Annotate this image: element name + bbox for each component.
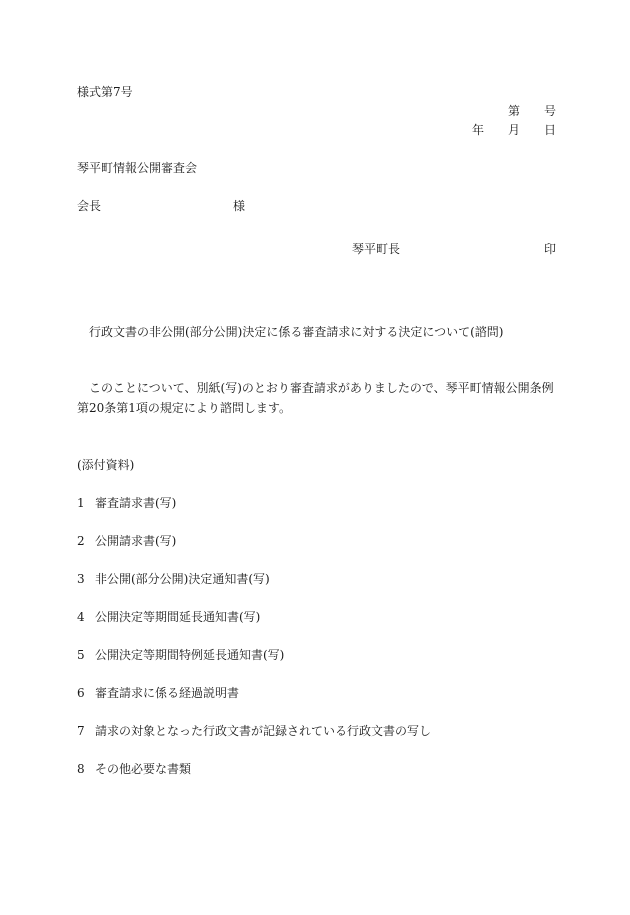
attachments-heading: (添付資料) <box>77 458 135 472</box>
addressee-organization: 琴平町情報公開審査会 <box>77 161 198 175</box>
list-item-text: 請求の対象となった行政文書が記録されている行政文書の写し <box>95 724 432 738</box>
addressee-title: 会長 <box>77 199 102 213</box>
list-item <box>77 648 284 664</box>
list-item <box>77 496 176 512</box>
list-item-text: その他必要な書類 <box>95 762 192 776</box>
list-item-text: 公開決定等期間延長通知書(写) <box>95 610 261 624</box>
list-item-text: 公開請求書(写) <box>95 534 177 548</box>
date-month: 月 <box>508 123 521 137</box>
list-item-text: 非公開(部分公開)決定通知書(写) <box>95 572 270 586</box>
list-item <box>77 724 431 740</box>
list-item-number: 1 <box>77 496 85 510</box>
list-item-number: 4 <box>77 610 85 624</box>
list-item-number: 7 <box>77 724 85 738</box>
list-item-number: 6 <box>77 686 85 700</box>
document-number-prefix: 第 <box>508 104 521 118</box>
list-item <box>77 610 260 626</box>
list-item <box>77 686 239 702</box>
list-item-text: 公開決定等期間特例延長通知書(写) <box>95 648 285 662</box>
list-item-number: 8 <box>77 762 85 776</box>
body-line-2: 第20条第1項の規定により諮問します。 <box>77 401 291 415</box>
list-item-number: 2 <box>77 534 85 548</box>
date-year: 年 <box>472 123 485 137</box>
list-item-text: 審査請求に係る経過説明書 <box>95 686 240 700</box>
list-item-number: 5 <box>77 648 85 662</box>
list-item <box>77 762 191 778</box>
seal-mark: 印 <box>544 242 557 256</box>
date-day: 日 <box>544 123 557 137</box>
body-line-1: このことについて、別紙(写)のとおり審査請求がありましたので、琴平町情報公開条例 <box>89 381 554 395</box>
form-number: 様式第7号 <box>77 85 133 99</box>
sender-name: 琴平町長 <box>352 242 401 256</box>
list-item-number: 3 <box>77 572 85 586</box>
document-number-suffix: 号 <box>544 104 557 118</box>
document-subject: 行政文書の非公開(部分公開)決定に係る審査請求に対する決定について(諮問) <box>89 325 504 339</box>
addressee-honorific: 様 <box>233 199 246 213</box>
list-item <box>77 534 176 550</box>
list-item <box>77 572 270 588</box>
list-item-text: 審査請求書(写) <box>95 496 177 510</box>
